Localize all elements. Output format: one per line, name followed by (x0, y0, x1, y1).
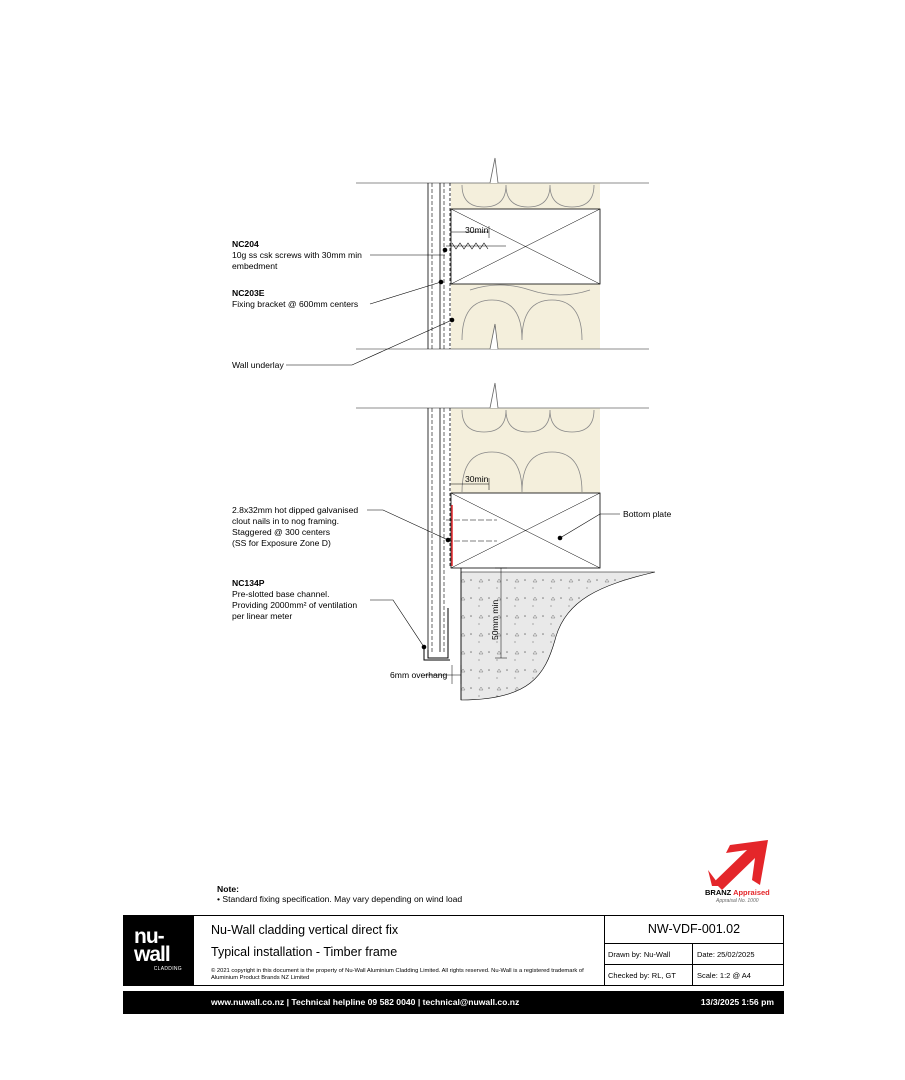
nuwall-logo (124, 916, 194, 985)
label-nc134p-line2: Providing 2000mm² of ventilation (232, 600, 358, 610)
drawn-by: Drawn by: Nu-Wall (608, 950, 671, 959)
label-nc204-line1: 10g ss csk screws with 30mm min (232, 250, 362, 260)
label-nc203e-code: NC203E (232, 288, 265, 298)
divider (605, 964, 783, 965)
drawing-subtitle: Typical installation - Timber frame (211, 945, 398, 959)
drawing-code: NW-VDF-001.02 (647, 922, 741, 936)
dim-bottom-embed: 30min (465, 474, 489, 484)
label-nails-line2: clout nails in to nog framing. (232, 516, 340, 526)
note-text: • Standard fixing specification. May vary depending on wind load (217, 894, 463, 904)
date: Date: 25/02/2025 (697, 950, 755, 959)
note-block (217, 884, 462, 904)
logo-line2: wall (134, 943, 170, 966)
branz-word1: BRANZ (705, 888, 732, 897)
dim-ground-clearance: 50mm min (490, 599, 500, 640)
branz-text (705, 888, 770, 897)
scale: Scale: 1:2 @ A4 (697, 971, 751, 980)
label-nc204-code: NC204 (232, 239, 259, 249)
branz-sub: Appraisal No. 1000 (716, 898, 759, 904)
footer-bar (123, 991, 784, 1014)
label-bottom-plate: Bottom plate (623, 509, 672, 519)
footer-contact: www.nuwall.co.nz | Technical helpline 09 582 0040 | technical@nuwall.co.nz (211, 997, 520, 1007)
label-nc203e-line1: Fixing bracket @ 600mm centers (232, 299, 359, 309)
divider (692, 943, 693, 985)
checked-by: Checked by: RL, GT (608, 971, 676, 980)
label-nails-line3: Staggered @ 300 centers (232, 527, 331, 537)
dim-top-embed: 30min (465, 225, 489, 235)
bottom-section (356, 383, 655, 700)
label-nc134p-line3: per linear meter (232, 611, 293, 621)
top-section (356, 158, 649, 349)
label-overhang: 6mm overhang (390, 670, 448, 680)
label-nails-line4: (SS for Exposure Zone D) (232, 538, 331, 548)
label-nc204-line2: embedment (232, 261, 278, 271)
drawing-title: Nu-Wall cladding vertical direct fix (211, 923, 399, 937)
label-nc134p-code: NC134P (232, 578, 265, 588)
logo-text (134, 925, 170, 966)
logo-sub: CLADDING (153, 966, 182, 972)
logo-line1: nu- (134, 925, 164, 948)
copyright-text: © 2021 copyright in this document is the property of Nu-Wall Aluminium Cladding Limited. All rights reserved. Nu-Wall is a registered trademark of Aluminium Product Brands NZ Limited (211, 968, 584, 981)
divider (605, 943, 783, 944)
label-nc134p-line1: Pre-slotted base channel. (232, 589, 330, 599)
label-nails-line1: 2.8x32mm hot dipped galvanised (232, 505, 359, 515)
title-block (123, 915, 784, 986)
footer-timestamp: 13/3/2025 1:56 pm (700, 997, 774, 1007)
branz-word2: Appraised (733, 888, 770, 897)
note-title: Note: (217, 884, 239, 894)
label-wall-underlay: Wall underlay (232, 360, 284, 370)
